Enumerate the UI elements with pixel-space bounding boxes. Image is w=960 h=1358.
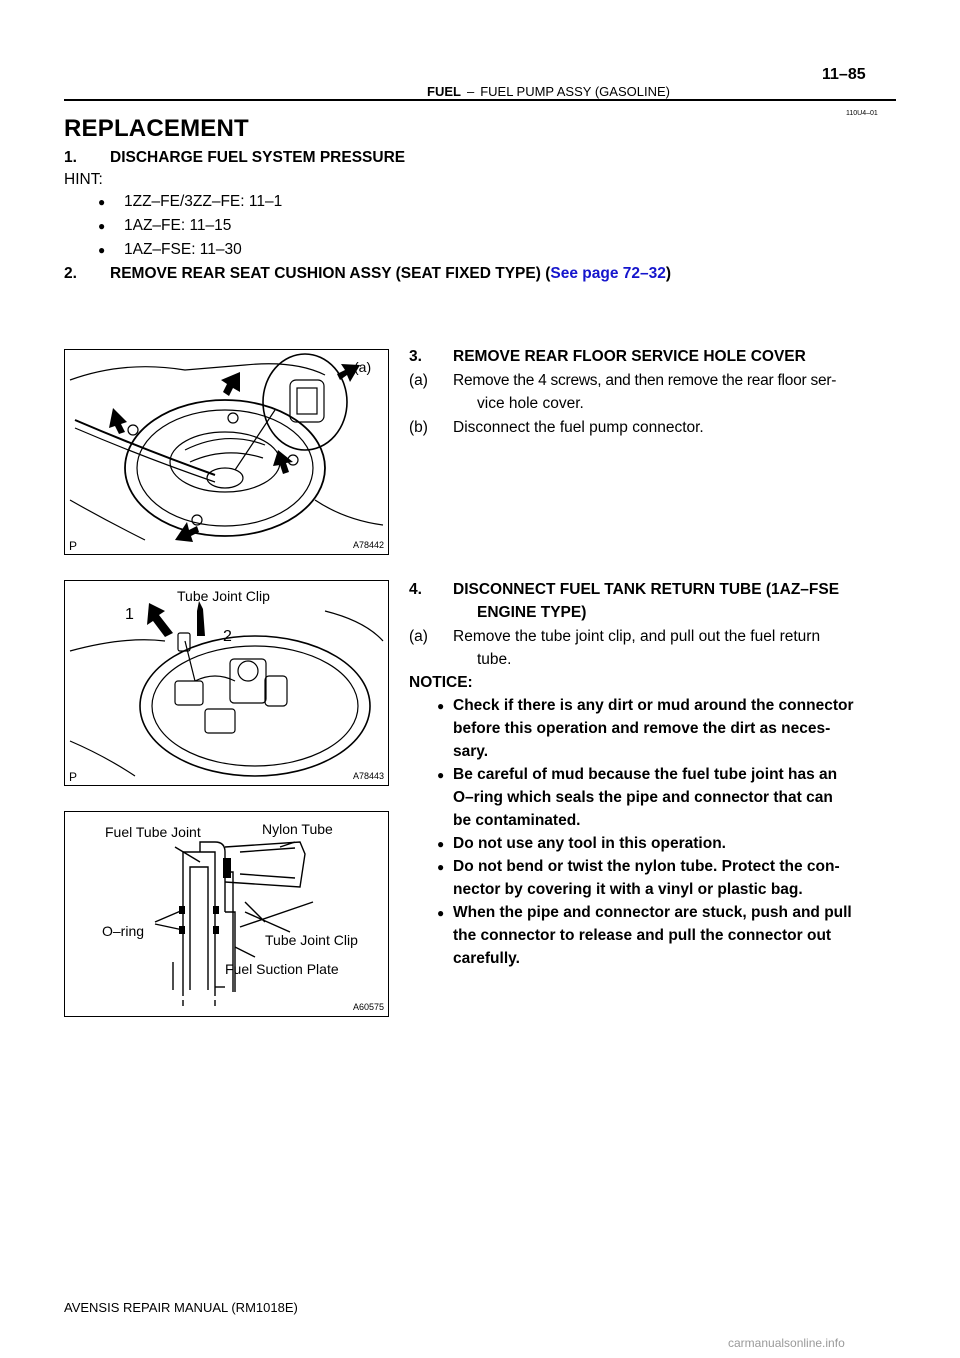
notice-line: sary. <box>453 743 489 760</box>
bullet-dot: ● <box>437 699 445 713</box>
notice-line: Be careful of mud because the fuel tube joint has an <box>453 766 838 783</box>
bullet-dot: ● <box>437 837 445 851</box>
hint-label: HINT: <box>64 171 103 188</box>
step4-a-line1: Remove the tube joint clip, and pull out the fuel return <box>453 628 821 645</box>
notice-label: NOTICE: <box>409 674 473 691</box>
step-number-2: 2 <box>223 628 232 645</box>
notice-line: O–ring which seals the pipe and connector that can <box>453 789 833 806</box>
step4-a-label: (a) <box>409 628 428 645</box>
step3-a-label: (a) <box>409 372 428 389</box>
step4-line1: DISCONNECT FUEL TANK RETURN TUBE (1AZ–FSE <box>453 581 840 598</box>
figure-corner-mark: P <box>69 539 78 553</box>
label-fuel-suction-plate: Fuel Suction Plate <box>225 961 339 977</box>
step1-number: 1. <box>64 149 77 166</box>
hint-item: 1AZ–FSE: 11–30 <box>124 241 242 258</box>
label-tube-joint-clip: Tube Joint Clip <box>265 932 358 948</box>
hint-item: 1ZZ–FE/3ZZ–FE: 11–1 <box>124 193 283 210</box>
step3-a-line1: Remove the 4 screws, and then remove the rear floor ser- <box>453 372 837 389</box>
step3-text: REMOVE REAR FLOOR SERVICE HOLE COVER <box>453 348 806 365</box>
notice-line: Do not bend or twist the nylon tube. Protect the con- <box>453 858 840 875</box>
notice-line: Do not use any tool in this operation. <box>453 835 726 852</box>
bullet-dot: ● <box>437 906 445 920</box>
notice-line: be contaminated. <box>453 812 581 829</box>
see-page-link[interactable]: See page 72–32 <box>550 265 666 282</box>
page-title: REPLACEMENT <box>64 115 249 142</box>
step2-text-after: ) <box>665 265 672 282</box>
label-o-ring: O–ring <box>102 923 145 939</box>
fuel-tube-joint-illustration <box>65 812 387 1015</box>
step4-a-line2: tube. <box>477 651 512 668</box>
step2-text <box>110 263 671 285</box>
step3-b-text: Disconnect the fuel pump connector. <box>453 419 704 436</box>
header-subsection: FUEL PUMP ASSY (GASOLINE) <box>480 84 670 99</box>
figure-id: A78442 <box>353 540 385 550</box>
step3-number: 3. <box>409 348 422 365</box>
bullet-dot: ● <box>437 860 445 874</box>
running-header <box>427 84 670 99</box>
footer-manual-title: AVENSIS REPAIR MANUAL (RM1018E) <box>64 1300 298 1315</box>
header-section: FUEL <box>427 84 461 99</box>
watermark: carmanualsonline.info <box>728 1336 845 1350</box>
step2-number: 2. <box>64 265 77 282</box>
notice-line: Check if there is any dirt or mud around the connector <box>453 697 854 714</box>
step4-line2: ENGINE TYPE) <box>477 604 587 621</box>
figure-service-hole-cover <box>64 349 389 555</box>
doc-code: 110U4–01 <box>846 110 878 117</box>
step-number-1: 1 <box>125 606 134 623</box>
bullet-dot: ● <box>98 243 106 257</box>
figure-id: A78443 <box>353 771 385 781</box>
figure-corner-mark: P <box>69 770 78 784</box>
step2-text-before: REMOVE REAR SEAT CUSHION ASSY (SEAT FIXED TYPE) ( <box>110 265 551 282</box>
notice-line: When the pipe and connector are stuck, push and pull <box>453 904 852 921</box>
label-tube-joint-clip: Tube Joint Clip <box>177 588 270 604</box>
page-number: 11–85 <box>822 66 866 83</box>
step3-a-line2: vice hole cover. <box>477 395 584 412</box>
label-fuel-tube-joint: Fuel Tube Joint <box>105 824 201 840</box>
step1-text: DISCHARGE FUEL SYSTEM PRESSURE <box>110 149 406 166</box>
notice-line: carefully. <box>453 950 520 967</box>
bullet-dot: ● <box>98 195 106 209</box>
notice-line: before this operation and remove the dirt as neces- <box>453 720 831 737</box>
figure-tube-joint-clip <box>64 580 389 786</box>
label-nylon-tube: Nylon Tube <box>262 821 333 837</box>
figure-id: A60575 <box>353 1002 385 1012</box>
notice-line: nector by covering it with a vinyl or plastic bag. <box>453 881 803 898</box>
hint-item: 1AZ–FE: 11–15 <box>124 217 232 234</box>
service-hole-cover-illustration <box>65 350 387 553</box>
step4-number: 4. <box>409 581 422 598</box>
fuel-pump-top-illustration <box>65 581 387 784</box>
bullet-dot: ● <box>98 219 106 233</box>
header-separator: – <box>466 84 475 99</box>
callout-a: (a) <box>354 359 372 375</box>
figure-fuel-tube-joint <box>64 811 389 1017</box>
header-rule <box>64 99 896 101</box>
bullet-dot: ● <box>437 768 445 782</box>
step3-b-label: (b) <box>409 419 428 436</box>
notice-line: the connector to release and pull the connector out <box>453 927 832 944</box>
